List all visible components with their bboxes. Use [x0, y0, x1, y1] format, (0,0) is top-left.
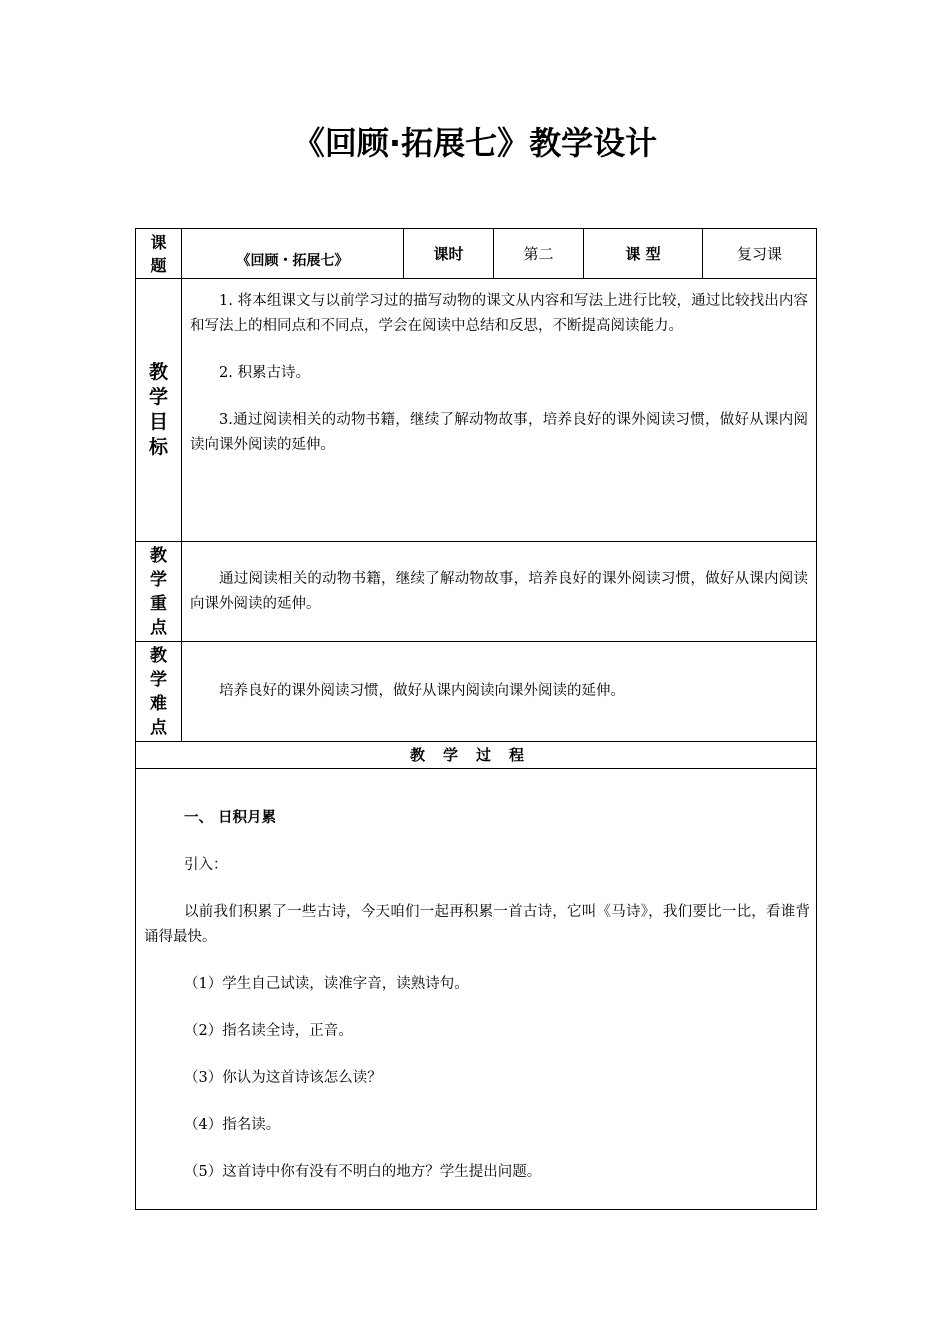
period-value: 第二 — [494, 229, 584, 279]
process-heading-row — [136, 742, 817, 769]
topic-value: 《回顾・拓展七》 — [182, 229, 404, 279]
header-row — [136, 229, 817, 279]
process-content — [136, 769, 817, 1210]
process-body-row — [136, 769, 817, 1210]
lesson-plan-table — [135, 228, 817, 1210]
period-label: 课时 — [404, 229, 494, 279]
focus-content — [182, 542, 817, 642]
step-item: （4）指名读。 — [184, 1117, 281, 1133]
process-heading: 教学过程 — [136, 742, 817, 769]
focus-label: 教 学 重 点 — [136, 542, 182, 642]
difficulty-label: 教 学 难 点 — [136, 642, 182, 742]
difficulty-content — [182, 642, 817, 742]
intro-text: 引入： — [184, 857, 228, 873]
goal-item: 2. 积累古诗。 — [219, 365, 310, 381]
step-item: （2）指名读全诗，正音。 — [184, 1023, 353, 1039]
goals-content — [182, 279, 817, 542]
goal-item: 3.通过阅读相关的动物书籍，继续了解动物故事，培养良好的课外阅读习惯，做好从课内阅读向课外阅读的延伸。 — [190, 412, 808, 453]
difficulty-row — [136, 642, 817, 742]
goals-label: 教 学 目 标 — [136, 279, 182, 542]
section-heading: 一、 日积月累 — [184, 810, 277, 826]
step-item: （5）这首诗中你有没有不明白的地方？学生提出问题。 — [184, 1164, 542, 1180]
lead-paragraph: 以前我们积累了一些古诗，今天咱们一起再积累一首古诗，它叫《马诗》，我们要比一比，看谁背诵得最快。 — [144, 904, 810, 945]
goals-row — [136, 279, 817, 542]
goal-item: 1. 将本组课文与以前学习过的描写动物的课文从内容和写法上进行比较，通过比较找出内容和写法上的相同点和不同点，学会在阅读中总结和反思，不断提高阅读能力。 — [190, 293, 808, 334]
type-label: 课 型 — [584, 229, 703, 279]
difficulty-text: 培养良好的课外阅读习惯，做好从课内阅读向课外阅读的延伸。 — [219, 683, 625, 699]
document-title: 《回顾·拓展七》教学设计 — [292, 124, 658, 162]
topic-label: 课 题 — [136, 229, 182, 279]
focus-text: 通过阅读相关的动物书籍，继续了解动物故事，培养良好的课外阅读习惯，做好从课内阅读向课外阅读的延伸。 — [190, 570, 808, 612]
type-value: 复习课 — [703, 229, 817, 279]
step-item: （3）你认为这首诗该怎么读？ — [184, 1070, 382, 1086]
step-item: （1）学生自己试读，读准字音，读熟诗句。 — [184, 976, 469, 992]
focus-row — [136, 542, 817, 642]
